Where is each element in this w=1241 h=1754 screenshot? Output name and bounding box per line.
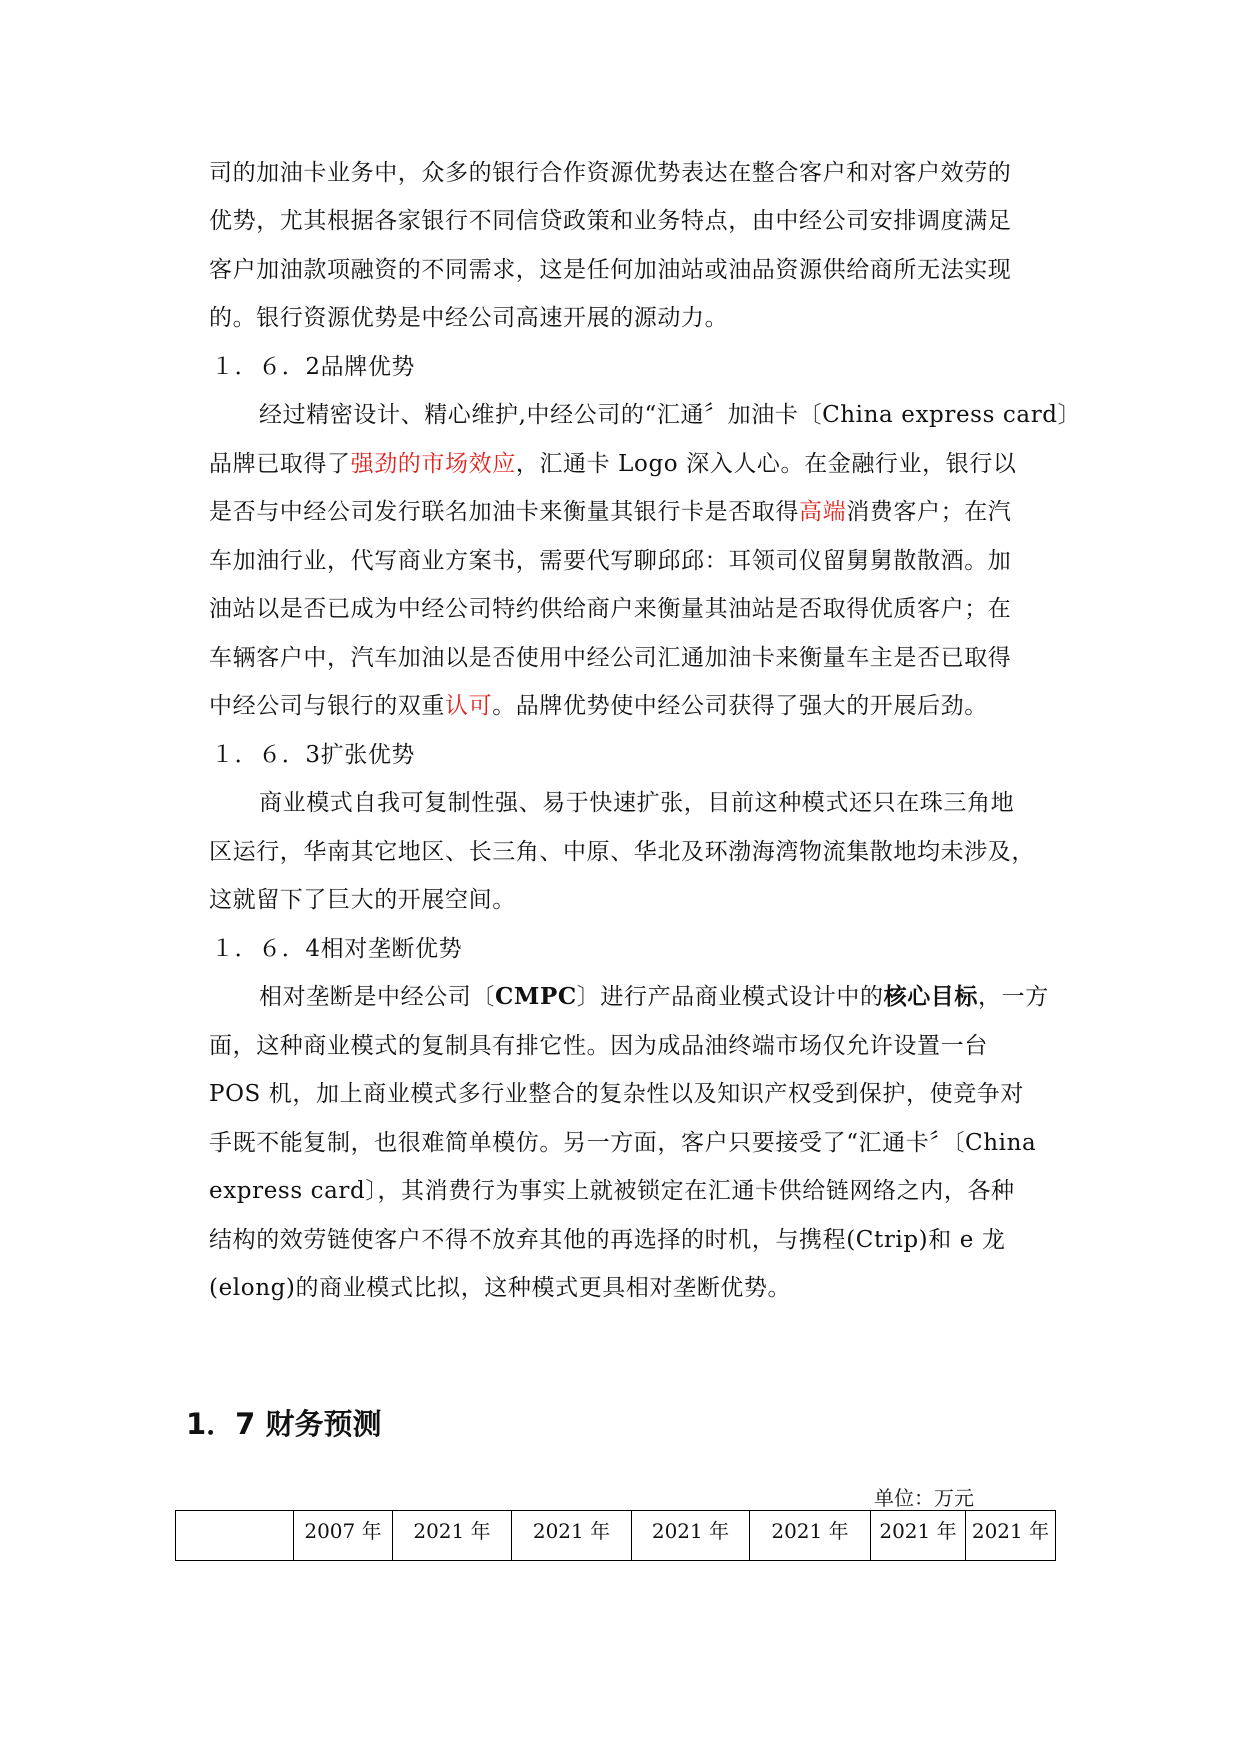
text-line [259,788,1014,818]
text-span: 消费客户；在汽 [846,499,1012,525]
text-line [209,206,1011,236]
text-span: 结构的效劳链使客户不得不放弃其他的再选择的时机，与携程(Ctrip)和 e 龙 [209,1227,1006,1253]
section-heading-financial-forecast: 1．7 财务预测 [186,1407,382,1441]
text-line [209,1176,1015,1206]
text-span-bold: CMPC [495,983,577,1010]
text-line [209,1079,1024,1109]
text-line [209,546,1011,576]
text-line [211,740,415,770]
text-span: 〕进行产品商业模式设计中的 [576,984,884,1010]
text-line [209,691,988,721]
unit-label: 单位：万元 [874,1486,974,1510]
text-span: 品牌已取得了 [209,451,351,477]
text-line [211,934,462,964]
text-span: 面，这种商业模式的复制具有排它性。因为成品油终端市场仅允许设置一台 [209,1033,988,1059]
table-header-cell: 2021 年 [871,1511,966,1561]
text-span: １．６．2品牌优势 [211,354,416,380]
text-line [209,303,728,333]
text-span: 区运行，华南其它地区、长三角、中原、华北及环渤海湾物流集散地均未涉及， [209,839,1035,865]
text-span: ，汇通卡 Logo 深入人心。在金融行业，银行以 [515,451,1017,477]
financial-forecast-table [175,1510,1056,1561]
text-span-red: 认可 [445,693,493,719]
text-span: 司的加油卡业务中，众多的银行合作资源优势表达在整合客户和对客户效劳的 [209,160,1012,186]
table-header-cell: 2021 年 [393,1511,512,1561]
text-span: １．６．3扩张优势 [211,742,416,768]
text-line [209,1031,988,1061]
text-line [259,982,1049,1012]
text-line [209,837,1035,867]
table-header-cell [176,1511,294,1561]
text-span: 商业模式自我可复制性强、易于快速扩张，目前这种模式还只在珠三角地 [259,790,1015,816]
table-header-cell: 2021 年 [632,1511,750,1561]
text-span: 这就留下了巨大的开展空间。 [209,887,516,913]
text-line [209,1128,1036,1158]
text-span: 优势，尤其根据各家银行不同信贷政策和业务特点，由中经公司安排调度满足 [209,208,1012,234]
text-line [209,158,1011,188]
table-header-cell: 2007 年 [294,1511,393,1561]
text-span: (elong)的商业模式比拟，这种模式更具相对垄断优势。 [209,1275,792,1301]
text-span: 手既不能复制，也很难简单模仿。另一方面，客户只要接受了“汇通卡〞〔China [209,1130,1037,1156]
text-span: 相对垄断是中经公司〔 [259,984,495,1010]
table-header-cell: 2021 年 [966,1511,1056,1561]
text-line [209,1273,791,1303]
text-line [211,352,415,382]
text-span-bold: 核心目标 [883,983,978,1010]
table-header-cell: 2021 年 [512,1511,632,1561]
text-line [209,594,1011,624]
text-span: 车加油行业，代写商业方案书，需要代写聊邱邱：耳领司仪留舅舅散散酒。加 [209,548,1012,574]
text-line [209,885,516,915]
text-span: 车辆客户中，汽车加油以是否使用中经公司汇通加油卡来衡量车主是否已取得 [209,645,1012,671]
text-span: 的。银行资源优势是中经公司高速开展的源动力。 [209,305,729,331]
text-span: 中经公司与银行的双重 [209,693,445,719]
text-span-red: 强劲的市场效应 [350,451,516,477]
text-span: express card〕，其消费行为事实上就被锁定在汇通卡供给链网络之内，各种 [209,1178,1015,1204]
text-span: ，一方 [978,984,1049,1010]
text-line [259,400,1081,430]
text-line [209,497,1011,527]
text-span: POS 机，加上商业模式多行业整合的复杂性以及知识产权受到保护，使竞争对 [209,1081,1024,1107]
text-span: １．６．4相对垄断优势 [211,936,463,962]
table-header-cell: 2021 年 [750,1511,871,1561]
text-span: 。品牌优势使中经公司获得了强大的开展后劲。 [492,693,988,719]
text-line [209,643,1011,673]
text-span: 经过精密设计、精心维护,中经公司的“汇通〞加油卡〔China express card〕 [259,402,1082,428]
text-span: 油站以是否已成为中经公司特约供给商户来衡量其油站是否取得优质客户；在 [209,596,1012,622]
text-line [209,1225,1006,1255]
table-header-row [176,1511,1056,1561]
text-span: 客户加油款项融资的不同需求，这是任何加油站或油品资源供给商所无法实现 [209,257,1012,283]
text-line [209,449,1017,479]
text-line [209,255,1011,285]
text-span: 是否与中经公司发行联名加油卡来衡量其银行卡是否取得 [209,499,799,525]
text-span-red: 高端 [799,499,847,525]
